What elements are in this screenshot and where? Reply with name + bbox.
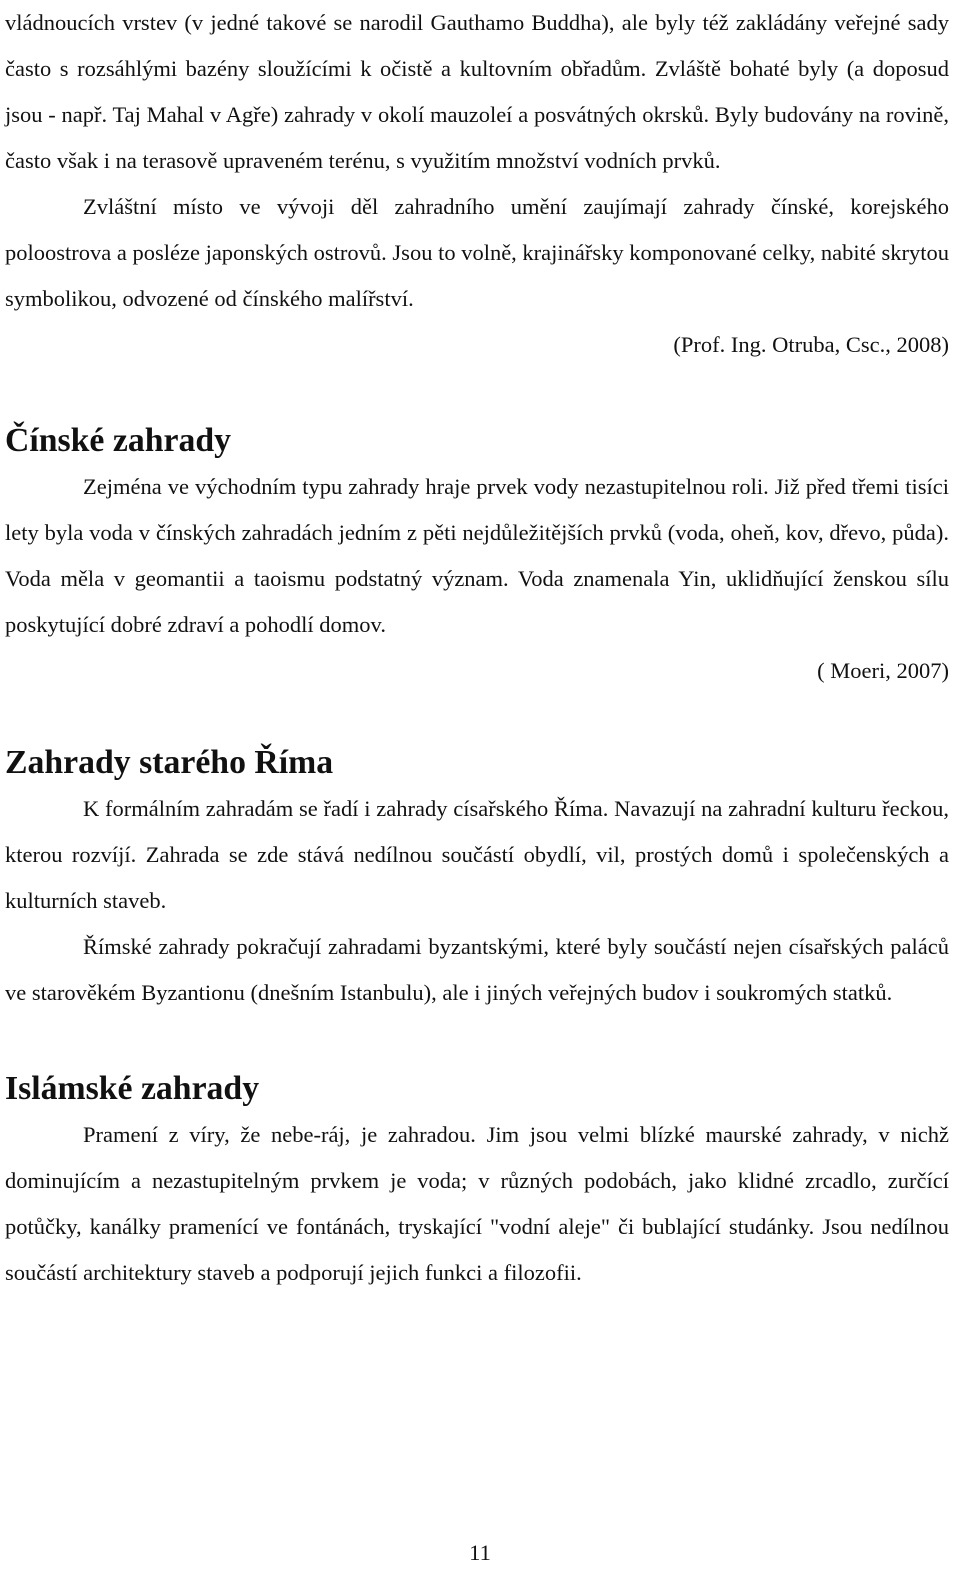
chinese-gardens-citation: ( Moeri, 2007) bbox=[817, 658, 949, 683]
chinese-gardens-paragraph: Zejména ve východním typu zahrady hraje prvek vody nezastupitelnou roli. Již před třemi tisíci lety byla voda v čínských zahradách jedním z pěti nejdůležitějších prvků (voda, oheň, kov, dřevo, půda). Voda měla v geomantii a taoismu podstatný význam. Voda znamenala Yin, uklidňující ženskou sílu poskytující dobré zdraví a pohodlí domov. bbox=[5, 474, 949, 637]
rome-gardens-paragraph-1: K formálním zahradám se řadí i zahrady císařského Říma. Navazují na zahradní kulturu řeckou, kterou rozvíjí. Zahrada se zde stává nedílnou součástí obydlí, vil, prostých domů i společenských a kulturních staveb. bbox=[5, 796, 949, 913]
section-gap bbox=[5, 368, 949, 418]
islamic-gardens-paragraph: Pramení z víry, že nebe-ráj, je zahradou. Jim jsou velmi blízké maurské zahrady, v nichž dominujícím a nezastupitelným prvkem je voda; v různých podobách, jako klidné zrcadlo, zurčící potůčky, kanálky pramenící ve fontánách, tryskající "vodní aleje" či bublající studánky. Jsou nedílnou součástí architektury staveb a podporují jejich funkci a filozofii. bbox=[5, 1122, 949, 1285]
section-gap bbox=[5, 1016, 949, 1066]
section-heading-islamic-gardens: Islámské zahrady bbox=[5, 1070, 260, 1107]
section-heading-chinese-gardens: Čínské zahrady bbox=[5, 422, 231, 459]
page-number: 11 bbox=[469, 1540, 491, 1565]
intro-citation: (Prof. Ing. Otruba, Csc., 2008) bbox=[673, 332, 949, 357]
section-heading-rome-gardens: Zahrady starého Říma bbox=[5, 744, 334, 781]
rome-gardens-paragraph-2: Římské zahrady pokračují zahradami byzantskými, které byly součástí nejen císařských paláců ve starověkém Byzantionu (dnešním Istanbulu), ale i jiných veřejných budov i soukromých statků. bbox=[5, 934, 949, 1005]
intro-paragraph-tail: vládnoucích vrstev (v jedné takové se narodil Gauthamo Buddha), ale byly též zakládány veřejné sady často s rozsáhlými bazény sloužícími k očistě a kultovním obřadům. Zvláště bohaté byly (a doposud jsou - např. Taj Mahal v Agře) zahrady v okolí mauzoleí a posvátných okrsků. Byly budovány na rovině, často však i na terasově upraveném terénu, s využitím množství vodních prvků. bbox=[5, 10, 949, 173]
intro-paragraph-2: Zvláštní místo ve vývoji děl zahradního umění zaujímají zahrady čínské, korejského poloostrova a posléze japonských ostrovů. Jsou to volně, krajinářsky komponované celky, nabité skrytou symbolikou, odvozené od čínského malířství. bbox=[5, 194, 949, 311]
section-gap bbox=[5, 694, 949, 740]
document-page bbox=[5, 0, 949, 1296]
